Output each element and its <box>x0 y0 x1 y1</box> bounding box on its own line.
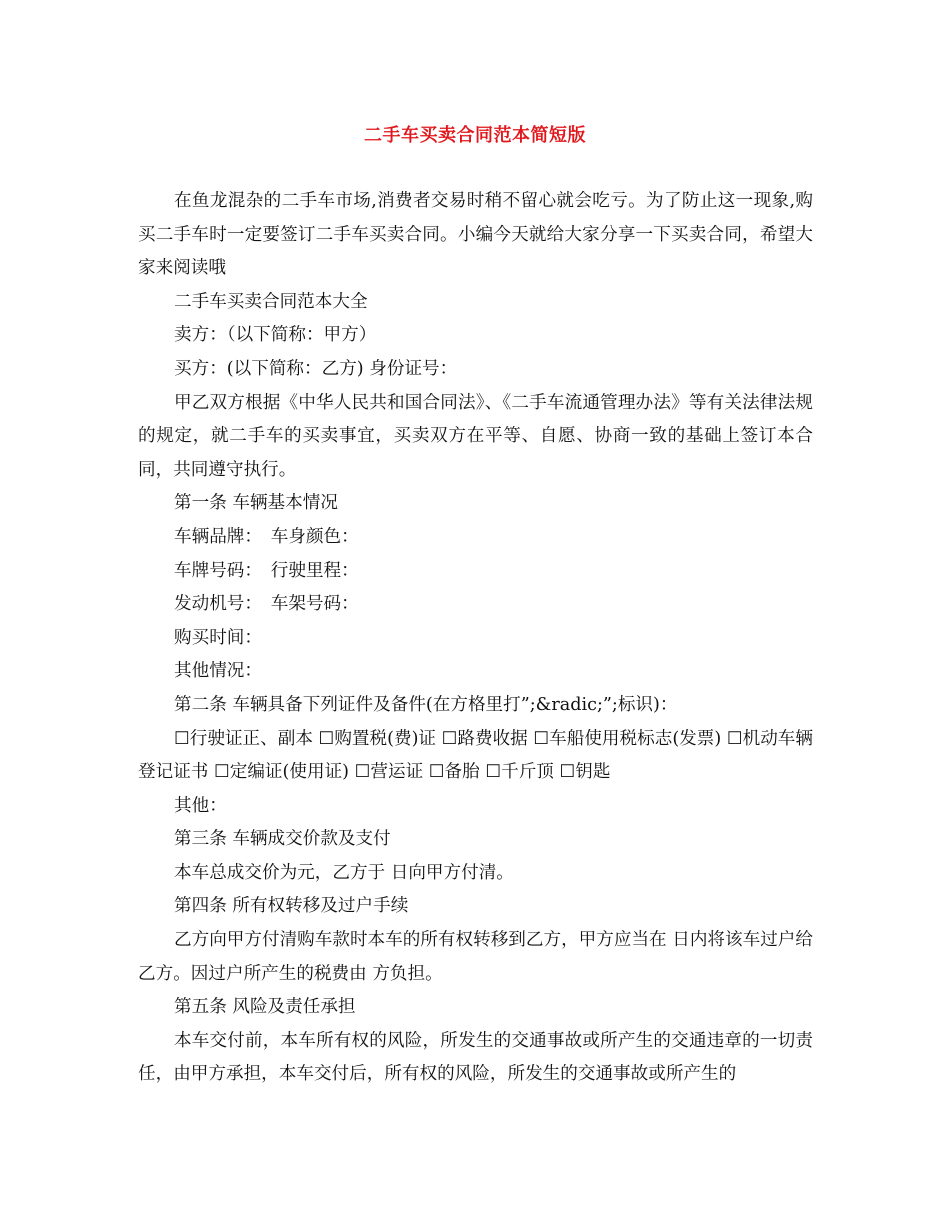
purchase-time-line: 购买时间： <box>174 627 262 648</box>
article-3-heading: 第三条 车辆成交价款及支付 <box>174 829 391 850</box>
risk-paragraph: 本车交付前，本车所有权的风险，所发生的交通事故或所产生的交通违章的一切责任，由甲方承担，本车交付后，所有权的风险，所发生的交通事故或所产生的 <box>138 1030 813 1085</box>
price-paragraph: 本车总成交价为元，乙方于 日向甲方付清。 <box>174 862 514 883</box>
document-body <box>138 185 813 1092</box>
article-4-heading: 第四条 所有权转移及过户手续 <box>174 896 409 917</box>
ownership-paragraph: 乙方向甲方付清购车款时本车的所有权转移到乙方，甲方应当在 日内将该车过户给乙方。因过户所产生的税费由 方负担。 <box>138 930 813 984</box>
article-2-heading: 第二条 车辆具备下列证件及备件(在方格里打”;&radic;”;标识)： <box>174 694 678 715</box>
document-title: 二手车买卖合同范本简短版 <box>364 125 586 146</box>
seller-line: 卖方：（以下简称：甲方） <box>174 325 377 346</box>
document-checklist: ☐行驶证正、副本 ☐购置税(费)证 ☐路费收据 ☐车船使用税标志(发票) ☐机动车辆登记证书 ☐定编证(使用证) ☐营运证 ☐备胎 ☐千斤顶 ☐钥匙 <box>138 728 813 783</box>
article-5-heading: 第五条 风险及责任承担 <box>174 997 356 1018</box>
other-line: 其他： <box>174 795 227 816</box>
section-heading: 二手车买卖合同范本大全 <box>174 291 368 312</box>
vehicle-brand-color-line: 车辆品牌： 车身颜色： <box>174 526 359 547</box>
other-situation-line: 其他情况： <box>174 661 262 682</box>
plate-mileage-line: 车牌号码： 行驶里程： <box>174 560 359 581</box>
intro-paragraph: 在鱼龙混杂的二手车市场,消费者交易时稍不留心就会吃亏。为了防止这一现象,购买二手车时一定要签订二手车买卖合同。小编今天就给大家分享一下买卖合同，希望大家来阅读哦 <box>138 191 813 279</box>
preamble-paragraph: 甲乙双方根据《中华人民共和国合同法》、《二手车流通管理办法》等有关法律法规的规定，就二手车的买卖事宜，买卖双方在平等、自愿、协商一致的基础上签订本合同，共同遵守执行。 <box>138 392 813 480</box>
article-1-heading: 第一条 车辆基本情况 <box>174 493 338 514</box>
engine-frame-line: 发动机号： 车架号码： <box>174 594 359 615</box>
buyer-line: 买方：(以下简称：乙方) 身份证号： <box>174 358 458 379</box>
